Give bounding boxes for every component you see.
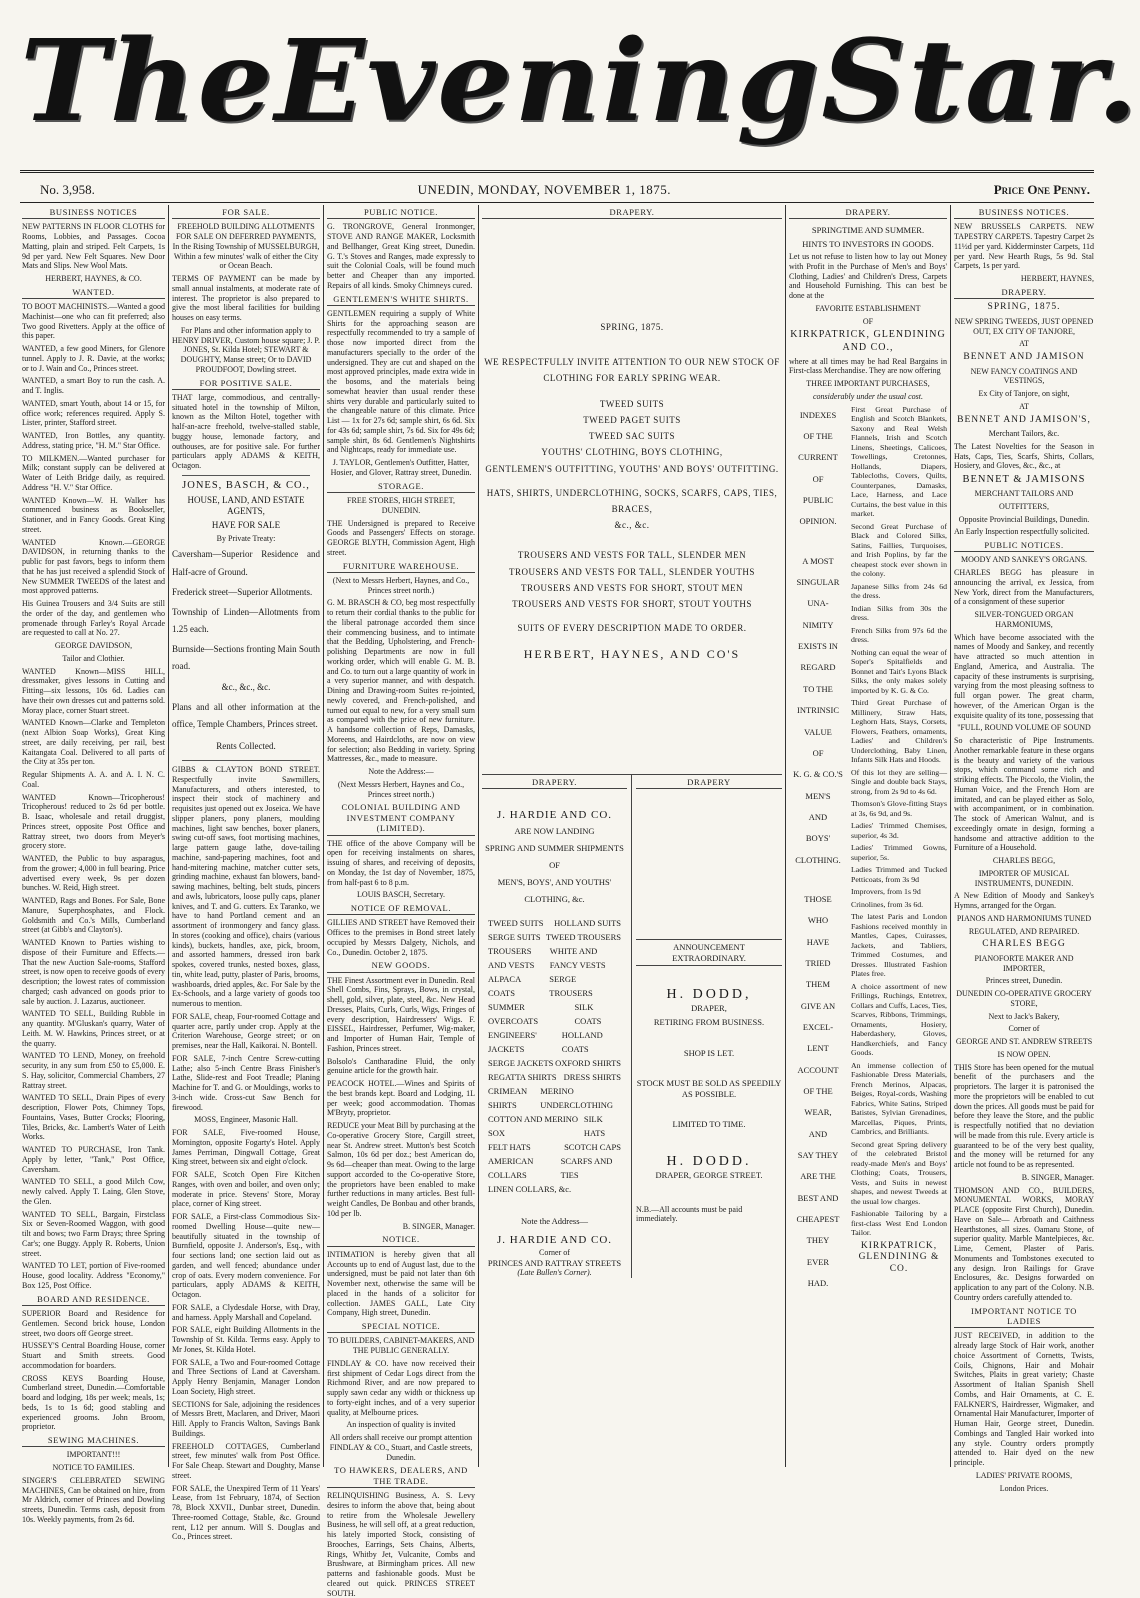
bj-text: NEW FANCY COATINGS AND VESTINGS,: [970, 366, 1078, 386]
notice-ad: G. M. BRASCH & CO, beg most respectfully to return their cordial thanks to the public for the liberal patronage accorded them since their commencing business, and to intimate that the Bedding, Upholstering, and French-polishing Departments are now in full working order, which will enable G. M. B. and Co. to turn out a large quantity of work in a very superior manner, and with despatch. Dining and Drawing-room Suites re-jointed, newly covered, and French-polished, and turned out equal to new, for a very small sum as compared with the price of new furniture. A handsome collection of Reps, Damasks, Moreens, and Hairdcloths, are now on view for selection; also Bedding in variety. Spring Mattresses, &c., made to measure.: [327, 598, 475, 764]
kg-dual: [789, 405, 947, 1301]
masthead-word-2: Evening: [274, 13, 822, 147]
divider: [182, 760, 310, 761]
notice-sub: Note the Address:—: [368, 767, 434, 777]
kg-text: where at all times may be had Real Bargains in First-class Merchandise. They are now offering: [789, 356, 947, 376]
section-heading: STORAGE.: [327, 481, 475, 493]
column-public-notice: [327, 205, 475, 1598]
ad-signature: LOUIS BASCH, Secretary.: [357, 890, 445, 900]
hardie-item-row: CRIMEAN SHIRTS MERINO UNDERCLOTHING: [488, 1085, 613, 1110]
agency-item: Caversham—Superior Residence and Half-acre of Ground.: [172, 549, 320, 577]
wanted-ad: WANTED TO SELL, a good Milch Cow, newly calved. Apply T. Laing, Glen Stove, the Glen.: [22, 1177, 165, 1206]
bj-title: BENNET & JAMISONS: [962, 474, 1086, 486]
notice-ad: REDUCE your Meat Bill by purchasing at the Co-operative Grocery Store, Cargill street, near St. Andrew street. Mutton's best Scotch Salmon, 10s 6d per doz.; best American do, 9s 6d—cheaper than meat. Owing to the large support accorded to the Co-operative Store, the proprietors have been enabled to make further reductions in many articles. Best full-weight Candles, De Bonbau and other brands, 10d per lb.: [327, 1121, 475, 1218]
drapery-line: TWEED PAGET SUITS: [583, 415, 681, 426]
drapery-sub-columns: [482, 774, 782, 1278]
drapery-line: TWEED SAC SUITS: [589, 431, 675, 442]
hardie-item-row: SUMMER OVERCOATS SILK COATS: [488, 1001, 602, 1026]
board-ad: SUPERIOR Board and Residence for Gentlemen. Second brick house, London street, two doors off George street.: [22, 1309, 165, 1338]
wanted-ad: WANTED Known—W. H. Walker has commenced business as Bookseller, Stationer, and in Fancy Goods. Great King street.: [22, 495, 165, 534]
kg-heading: SPRINGTIME AND SUMMER.: [811, 225, 925, 236]
column-business-notices-right: [954, 205, 1094, 1493]
sewing-ad: SINGER'S CELEBRATED SEWING MACHINES, Can be obtained on hire, from Mr Aldrich, corner of Princes and Dowling streets, Dunedin. Terms cash, deposit from 10s. Weekly payments, from 2s 6d.: [22, 1475, 165, 1524]
agency-etc: &c., &c., &c.: [221, 682, 271, 693]
coop-heading: IS NOW OPEN.: [997, 1049, 1051, 1059]
hardie-corner-street: PRINCES AND RATTRAY STREETS: [487, 1257, 622, 1268]
section-heading: SEWING MACHINES.: [22, 1435, 165, 1447]
section-heading: DRAPERY: [636, 777, 782, 789]
kg-fav: FAVORITE ESTABLISHMENT: [815, 303, 921, 313]
wanted-ad: WANTED Known—Tricopherous! Tricopherous! reduced to 2s 6d per bottle. B. Isaac, wholesale and retail druggist, Princes street, opposite Post Office and Rattray street, two doors from Meyer's grocery store.: [22, 792, 165, 851]
bj-text: NEW SPRING TWEEDS, JUST OPENED OUT, EX CITY OF TANJORE,: [954, 316, 1094, 336]
wanted-ad: WANTED TO SELL, Drain Pipes of every description, Flower Pots, Chimney Tops, Fountains, Vases, Butter Crocks; Flooring, Tiles, Bricks, &c. Lambert's Water of Leith Works.: [22, 1093, 165, 1142]
agency-sub: HOUSE, LAND, AND ESTATE AGENTS,: [187, 494, 305, 516]
section-heading: FOR POSITIVE SALE.: [172, 378, 320, 390]
falkner-heading: London Prices.: [999, 1483, 1049, 1493]
sale-ad: FOR SALE, 7-inch Centre Screw-cutting Lathe; also 5-inch Centre Brass Finisher's Lathe, Slide-rest and Foot Treadle; Planing Machine for T. and G. or Mouldings, works to 3-inch wide. Cross-cut Saw Bench for firewood.: [172, 1053, 320, 1112]
ad-signature: MOSS, Engineer, Masonic Hall.: [194, 1115, 298, 1125]
begg-text: So characteristic of Pipe Instruments. Another remarkable feature in these organs is the beauty and variety of the various stops, which command some rich and striking effects. The Piccolo, the Violin, the Human Voice, and the French Horn are imitated, and can be played either as Solo, with accompaniment, or in combination. The stock of American Walnut, and is exceedingly ornate in design, forming a handsome and attractive addition to the Furniture of a Household.: [954, 736, 1094, 853]
begg-heading: Princes street, Dunedin.: [985, 976, 1063, 986]
drapery-herbert-haynes: [482, 319, 782, 666]
drapery-signature: HERBERT, HAYNES, AND CO'S: [523, 647, 741, 662]
sale-ad: FOR SALE, eight Building Allotments in the Township of St. Kilda. Terms easy. Apply to Mr Jones, St. Kilda Hotel.: [172, 1325, 320, 1354]
notice-ad: THE Finest Assortment ever in Dunedin. Real Shell Combs, Fins, Sprays, Bows, in crystal, shell, gold, silver, plate, steel, &c. New Head Dresses, Plaits, Curls, Curls, Wigs, Fringes of every description, Hairdressers' Wigs. F. EISSEL, Hairdresser, Perfumer, Wig-maker, and Importer of Human Hair, Temple of Fashion, Princes street.: [327, 975, 475, 1053]
coop-text: THIS Store has been opened for the mutual benefit of the purchasers and the proprietors. The larger it is patronised the more the proprietors will be enabled to cut down the prices. All goods must be paid for before they leave the Store, and the public is respectfully notified that no deviation will be made from this rule. Every article is guaranteed to be of the very best quality, and the money will be returned for any article not found to be as represented.: [954, 1062, 1094, 1170]
notice-sub: An inspection of quality is invited: [346, 1420, 456, 1430]
hardie-item-row: LINEN COLLARS, &c.: [488, 1184, 572, 1195]
wanted-ad: WANTED, Rags and Bones. For Sale, Bone Manure, Superphosphates, and Flock. Goldsmith and Co.'s Mills, Cumberland street (at Gibb's and Clayton's).: [22, 896, 165, 935]
issue-price: Price One Penny.: [993, 182, 1090, 197]
falkner-heading: LADIES' PRIVATE ROOMS,: [975, 1470, 1073, 1480]
hardie-item-row: REGATTA SHIRTS DRESS SHIRTS: [488, 1071, 621, 1082]
sale-ad: FOR SALE, cheap, Four-roomed Cottage and quarter acre, partly under crop. Apply at the Criterion Warehouse, George street; or on premises, near the Hall, Kaikorai. N. Bontell.: [172, 1011, 320, 1051]
hardie-title: J. HARDIE AND CO.: [496, 809, 613, 822]
section-heading: PUBLIC NOTICES.: [954, 540, 1094, 552]
hardie-text: SPRING AND SUMMER SHIPMENTS: [485, 842, 624, 853]
begg-text: CHARLES BEGG has pleasure in announcing the arrival, ex Jessica, from New York, direct from the Manufacturers, of a consignment of these superior: [954, 568, 1094, 607]
kg-three: THREE IMPORTANT PURCHASES,: [806, 379, 930, 389]
hardie-item-row: COTTON AND MERINO SOX SILK HATS: [488, 1113, 606, 1138]
hardie-text: MEN'S, BOYS', AND YOUTHS': [497, 876, 612, 887]
begg-heading: SILVER-TONGUED ORGAN HARMONIUMS,: [974, 610, 1074, 629]
ad-floor-cloths: NEW PATTERNS IN FLOOR CLOTHS for Rooms, Lobbies, and Passages. Cocoa Matting, plain and striped. Felt Carpets, 1s 9d per yard. New Felt Squares. New Door Mats and Slips. New Wool Mats.: [22, 222, 165, 271]
agency-plans: Plans and all other information at the office, Temple Chambers, Princes street.: [172, 702, 320, 730]
section-heading: PUBLIC NOTICE.: [327, 207, 475, 219]
wanted-ad: WANTED TO SELL, Bargain, Firstclass Six or Seven-Roomed Waggon, with good tilt and bows; two Farm Drays; three Spring Car's; one Buggy. Apply R. Roberts, Union street.: [22, 1209, 165, 1258]
hardie-signature: J. HARDIE AND CO.: [496, 1234, 613, 1247]
bj-title: BENNET AND JAMISON'S,: [957, 414, 1091, 425]
wanted-ad: WANTED, Iron Bottles, any quantity. Address, stating price, "H. M." Star Office.: [22, 431, 165, 450]
dodd-announce: ANNOUNCEMENT EXTRAORDINARY.: [636, 939, 782, 966]
hardie-text: CLOTHING, &c.: [524, 893, 585, 904]
section-heading: IMPORTANT NOTICE TO LADIES: [954, 1306, 1094, 1329]
notice-ad: GILLIES AND STREET have Removed their Offices to the premises in Bond street lately occupied by Messrs Dalgety, Nichols, and Co., Dunedin. October 2, 1875.: [327, 918, 475, 957]
coop-heading: DUNEDIN CO-OPERATIVE GROCERY STORE,: [956, 989, 1092, 1008]
coop-text: Next to Jack's Bakery,: [988, 1011, 1060, 1021]
dodd-text: STOCK MUST BE SOLD AS SPEEDILY AS POSSIBLE.: [636, 1078, 782, 1099]
wanted-ad: WANTED Known to Parties wishing to dispose of their Furniture and Effects.—That the new Auction Sale-rooms, Stafford street, is now open to receive goods of every description; the lowest rates of commission charged; cash advanced on goods prior to sale by auction. J. Lazarus, auctioneer.: [22, 938, 165, 1006]
bj-text: The Latest Novelties for the Season in Hats, Caps, Ties, Scarfs, Shirts, Collars, Hosiery, and Gloves, &c., &c., at: [954, 441, 1094, 471]
ad-signature: B. SINGER, Manager.: [1021, 1172, 1094, 1182]
bj-text: An Early Inspection respectfully solicited.: [954, 527, 1090, 537]
masthead-word-3: Star.: [821, 13, 1140, 147]
wanted-ad: WANTED TO SELL, Building Rubble in any quantity. M'Gluskan's quarry, Water of Leith. M. W. Hawkins, Princes street, or at the quarry.: [22, 1009, 165, 1048]
sale-ad: For Plans and other information apply to HENRY DRIVER, Custom house square; J. P. JONES, St. Kilda Hotel; STEWART & DOUGHTY, Manse street; Or to DAVID PROUDFOOT, Dowling street.: [172, 325, 320, 374]
wanted-ad: WANTED TO PURCHASE, Iron Tank. Apply by letter, "Tank," Post Office, Caversham.: [22, 1145, 165, 1174]
notice-ad: INTIMATION is hereby given that all Accounts up to end of August last, due to the undersigned, must be paid not later than 6th November next, otherwise the same will be placed in the hands of a solicitor for collection. JAMES GALL, Late City Company, High street, Dunedin.: [327, 1249, 475, 1318]
section-heading: BUSINESS NOTICES: [22, 207, 165, 219]
drapery-trousers: TROUSERS AND VESTS FOR SHORT, STOUT MEN: [520, 582, 744, 593]
section-heading: TO HAWKERS, DEALERS, AND THE TRADE.: [327, 1465, 475, 1488]
section-heading: DRAPERY.: [954, 287, 1094, 299]
wanted-ad: His Guinea Trousers and 3/4 Suits are still the order of the day, and gentlemen who promenade through Farley's Royal Arcade are requested to call at No. 27.: [22, 599, 165, 638]
hardie-item-row: ENGINEERS' JACKETS HOLLAND COATS: [488, 1029, 603, 1054]
ad-signature: IMPORTER OF MUSICAL INSTRUMENTS, DUNEDIN.: [974, 868, 1074, 888]
hardie-item-row: FELT HATS SCOTCH CAPS: [488, 1141, 621, 1152]
drapery-line: &c., &c.: [614, 520, 650, 531]
sale-ad: FREEHOLD BUILDING ALLOTMENTS FOR SALE ON DEFERRED PAYMENTS, In the Rising Township of MUSSELBURGH, Within a few minutes' walk of either the City or Ocean Beach.: [172, 222, 320, 271]
wanted-ad: WANTED TO LEND, Money, on freehold security, in any sum from £50 to £5,000. E. S. Hay, solicitor, Commercial Chambers, 27 Rattray street.: [22, 1051, 165, 1090]
hardie-item-row: SERGE JACKETS OXFORD SHIRTS: [488, 1057, 621, 1068]
hardie-note: Note the Address—: [520, 1216, 589, 1227]
bj-text: OUTFITTERS,: [999, 501, 1049, 511]
hardie-item-row: ALPACA COATS SERGE TROUSERS: [488, 973, 593, 998]
notice-heading: IMPORTANT!!!: [66, 1450, 121, 1460]
ad-signature: CHARLES BEGG,: [992, 856, 1056, 866]
agency-item: Township of Linden—Allotments from 1.25 each.: [172, 606, 320, 634]
notice-heading: FREE STORES, HIGH STREET, DUNEDIN.: [347, 496, 455, 515]
notice-ad: G. TRONGROVE, General Ironmonger, STOVE AND RANGE MAKER, Locksmith and Bellhanger, Great King street, Dunedin. G. T.'s Stoves and Ranges, made expressly to suit the Colonial Coals, will be found much better and Cheaper than any imported. Repairs of all kinds. Smoky Chimneys cured.: [327, 222, 475, 290]
wanted-ad: WANTED TO LET, portion of Five-roomed House, good locality. Address "Economy," Box 125, Post Office.: [22, 1261, 165, 1290]
column-drapery-kg: [789, 205, 947, 1467]
kg-right-text: First Great Purchase of English and Scotch Blankets, Saxony and Real Welsh Flannels, Irish and Scotch Linens, Sheetings, Calicoes, Towellings, Cretonnes, Hollands, Diapers, Tablecloths, Covers, Quilts, Counterpanes, Damasks, Lace, Harness, and Lace Curtains, the best value in this market. Second Great Purchase of Black and Colored Silks, Satins, Faillies, Turquoises, and Irish Poplins, by far the cheapest stock ever shown in the colony. Japanese Silks from 24s 6d the dress. Indian Silks from 30s the dress. French Silks from 97s 6d the dress. Nothing can equal the wear of Soper's Spitalfields and Bonnet and Tait's Lyons Black Silks, the only makes solely imported by K. G. & Co. Third Great Purchase of Millinery, Straw Hats, Leghorn Hats, Stays, Corsets, Flowers, Feathers, ornaments, Ladies' and Children's Underclothing, Baby Linen, Infants Silk Hats and Hoods. Of this lot they are selling—Single and double back Stays, strong, from 2s 9d to 4s 6d. Thomson's Glove-fitting Stays at 3s, 6s 9d, and 9s. Ladies' Trimmed Chemises, superior, 4s 3d. Ladies' Trimmed Gowns, superior, 5s. Ladies Trimmed and Tucked Petticoats, from 3s 9d Improvers, from 1s 9d Crinolines, from 3s 6d. The latest Paris and London Fashions received monthly in Mantles, Capes, Cuirasses, Jackets, and Tabliers, Trimmed Costumes, and Dresses. Illustrated Fashion Plates free. A choice assortment of new Frillings, Ruchings, Entetrex, Collars and Cuffs, Laces, Ties, Scarves, Ribbons, Trimmings, Ornaments, Hosiery, Haberdashery, Gloves, Handkerchiefs, and Fancy Goods. An immense collection of Fashionable Dress Materials, French Merinos, Alpacas, Beiges, Royal-cords, Washing Fabrics, White Satins, Striped Batistes, Sylvian Grenadines, Marcellas, Piques, Prints, Cambrics, and Brilliants. Second great Spring delivery of the celebrated Bristol ready-made Men's and Boys' Clothing; Coats, Trousers, Vests, and Suits in newest shapes, and newest Tweeds at the usual low charges. Fashionable Tailoring by a first-class West End London Tailor. KIRKPATRICK, GLENDINING & CO.: [851, 404, 947, 1274]
sale-ad: TERMS OF PAYMENT can be made by small annual instalments, at moderate rate of interest. The proprietor is also prepared to give the most liberal facilities for building houses on easy terms.: [172, 274, 320, 323]
wanted-ad: WANTED, a smart Boy to run the cash. A. and T. Inglis.: [22, 376, 165, 396]
dateline: [40, 180, 1090, 200]
bj-title: BENNET AND JAMISON: [963, 352, 1085, 363]
sale-ad: FOR SALE, a Clydesdale Horse, with Dray, and harness. Apply Marshall and Copeland.: [172, 1302, 320, 1322]
wanted-ad: WANTED Known—Clarke and Templeton (next Albion Soap Works), Great King street, are daily receiving, per rail, best Kaitangata Coal. Delivered to all parts of the City at 35s per ton.: [22, 718, 165, 767]
column-divider: [323, 205, 324, 1467]
drapery-trousers: TROUSERS AND VESTS FOR SHORT, STOUT YOUTHS: [512, 598, 752, 609]
column-divider: [168, 205, 169, 1467]
masthead-rule-top-2: [20, 172, 1094, 173]
notice-ad: THE office of the above Company will be open for receiving instalments on shares, issuing of shares, and receiving of deposits, on Monday, the 1st day of November, 1875, from half-past 6 to 8 p.m.: [327, 838, 475, 887]
carpet-ad: NEW BRUSSELS CARPETS. NEW TAPESTRY CARPETS. Tapestry Carpet 2s 11½d per yard. Kidderminster Carpets, 11d per yard. New Hearth Rugs, 5s 9d. Stal Carpets, 1s per yard.: [954, 222, 1094, 271]
kg-of: OF: [862, 316, 874, 326]
coop-heading: GEORGE AND ST. ANDREW STREETS: [955, 1037, 1093, 1047]
notice-ad: Bolsolo's Cantharadine Fluid, the only genuine article for the growth hair.: [327, 1056, 475, 1076]
ad-signature: Tailor and Clothier.: [62, 653, 125, 663]
dodd-text: RETIRING FROM BUSINESS.: [653, 1017, 765, 1028]
ad-signature: J. TAYLOR, Gentlemen's Outfitter, Hatter, Hosier, and Glover, Rattray street, Dunedin.: [330, 458, 472, 477]
column-divider: [478, 205, 479, 1467]
begg-text: A New Edition of Moody and Sankey's Hymns, arranged for the Organ.: [954, 891, 1094, 911]
notice-heading: NOTICE TO FAMILIES.: [52, 1463, 135, 1473]
drapery-line: YOUTHS' CLOTHING, BOYS CLOTHING,: [541, 447, 723, 458]
dodd-text: DRAPER,: [691, 1003, 727, 1014]
drapery-trousers: TROUSERS AND VESTS FOR TALL, SLENDER YOUTHS: [509, 566, 755, 577]
thomson-text: THOMSON AND CO., BUILDERS, MONUMENTAL WORKS, MORAY PLACE (opposite First Church), Dunedin. Have on Sale— Arbroath and Caithness Hearthstones, all sizes. Oamaru Stone, of superior quality. Marble Mantelpieces, &c. Lime, Cement, Plaster of Paris. Monuments and Tombstones executed to any design. Iron Railings for Grave Enclosures, &c. Designs forwarded on application to any part of the Colony. N.B. Country orders carefully attended to.: [954, 1185, 1094, 1302]
masthead: [20, 10, 1140, 150]
agency-private: By Private Treaty:: [216, 533, 276, 543]
drapery-line: TWEED SUITS: [599, 398, 665, 409]
notice-sub: (Next to Messrs Herbert, Haynes, and Co., Princes street north.): [332, 575, 470, 595]
issue-number: No. 3,958.: [40, 182, 95, 197]
begg-title: CHARLES BEGG: [982, 939, 1066, 950]
section-heading: BOARD AND RESIDENCE.: [22, 1294, 165, 1306]
section-heading: WANTED.: [22, 287, 165, 299]
divider: [182, 475, 310, 476]
dodd-title: H. DODD,: [666, 987, 752, 1003]
column-drapery-main: [482, 205, 782, 1467]
kg-title: KIRKPATRICK, GLENDINING AND CO.,: [790, 329, 946, 353]
kg-heading: HINTS TO INVESTORS IN GOODS.: [802, 238, 934, 249]
notice-sub: All orders shall receive our prompt attention FINDLAY & CO., Stuart, and Castle streets, Dunedin.: [329, 1433, 473, 1462]
kg-intro: Let us not refuse to listen how to lay out Money with Profit in the Purchase of Men's and Boys' Clothing, Ladies' and Children's Dress, Carpets and Household Furnishing. This can best be done at the: [789, 252, 947, 301]
bj-text: AT: [1019, 401, 1029, 411]
drapery-hardie: [482, 775, 632, 1278]
wanted-ad: TO BOOT MACHINISTS.—Wanted a good Machinist—one who can fit preferred; also Two good Rivetters. Apply at the office of this paper.: [22, 302, 165, 341]
hardie-item-row: AMERICAN COLLARS SCARFS AND TIES: [488, 1155, 613, 1180]
agency-item: Frederick street—Superior Allotments.: [172, 586, 313, 597]
hardie-text: ARE NOW LANDING: [514, 825, 595, 836]
section-heading: BUSINESS NOTICES.: [954, 207, 1094, 219]
section-heading: FURNITURE WAREHOUSE.: [327, 561, 475, 573]
dateline-rule: [20, 202, 1094, 203]
bj-text: AT: [1019, 339, 1029, 349]
drapery-dodd: [632, 775, 782, 1278]
agency-item: Burnside—Sections fronting Main South road.: [172, 643, 320, 671]
column-divider: [950, 205, 951, 1467]
drapery-intro: CLOTHING FOR EARLY SPRING WEAR.: [543, 372, 721, 383]
agency-title: JONES, BASCH, & CO.,: [182, 479, 310, 491]
wanted-ad: WANTED Known—MISS HILL, dressmaker, gives lessons in Cutting and Fitting—six lessons, 10s 6d. Ladies can have their own dresses cut and patterns sold. Moray place, corner Stuart street.: [22, 666, 165, 715]
section-heading: NOTICE.: [327, 1234, 475, 1246]
section-heading: GENTLEMEN'S WHITE SHIRTS.: [327, 294, 475, 306]
board-ad: CROSS KEYS Boarding House, Cumberland street, Dunedin.—Comfortable board and lodging, 18s per week; meals, 1s; beds, 1s to 1s 6d; good stabling and experienced grooms. John Broom, proprietor.: [22, 1373, 165, 1432]
section-heading: NOTICE OF REMOVAL.: [327, 903, 475, 915]
drapery-suits: SUITS OF EVERY DESCRIPTION MADE TO ORDER.: [517, 623, 747, 634]
dodd-title: H. DODD.: [666, 1154, 752, 1170]
begg-heading: PIANOFORTE MAKER AND IMPORTER,: [974, 953, 1074, 973]
kg-three-sub: considerably under the usual cost.: [813, 391, 923, 401]
bj-text: SPRING, 1875.: [987, 302, 1061, 313]
hardie-corner: Corner of: [539, 1247, 570, 1257]
sale-ad: FOR SALE, a Two and Four-roomed Cottage and Three Sections of Land at Caversham. Apply Henry Benjamin, Manager London Loan Society, High street.: [172, 1357, 320, 1396]
notice-sub: (Next Messrs Herbert, Haynes and Co., Princes street north.): [337, 779, 465, 799]
masthead-rule-top: [20, 170, 1094, 171]
sale-ad: FOR SALE, the Unexpired Term of 11 Years' Lease, from 1st February, 1874, of Section 78, Block XXVII., Dunbar street, Dunedin. Three-roomed Cottage, Stable, &c. Ground rent, L12 per annum. Will S. Douglas and Co., Princes street.: [172, 1483, 320, 1542]
notice-ad: PEACOCK HOTEL.—Wines and Spirits of the best brands kept. Board and Lodging, 1L per week; good accommodation. Thomas M'Bryty, proprietor.: [327, 1079, 475, 1118]
ad-signature: HERBERT, HAYNES,: [1020, 274, 1094, 284]
begg-heading: "FULL, ROUND VOLUME OF SOUND: [957, 723, 1091, 733]
hardie-item-row: TROUSERS AND VESTS WHITE AND FANCY VESTS: [488, 945, 606, 970]
notice-ad: RELINQUISHING Business, A. S. Levy desires to inform the above that, being about to retire from the Wholesale Jewellery Business, he will sell off, at a great reduction, his lately imported Stock, consisting of Brooches, Earrings, Sets Chains, Alberts, Rings, Whitby Jet, Vulcanite, Combs and Brushware, at Birmingham prices. All new patterns and fashionable goods. Must be cleared out quick. PRINCES STREET SOUTH.: [327, 1491, 475, 1598]
drapery-intro: WE RESPECTFULLY INVITE ATTENTION TO OUR NEW STOCK OF: [484, 356, 780, 367]
section-heading: DRAPERY.: [789, 207, 947, 219]
dodd-text: SHOP IS LET.: [683, 1047, 735, 1058]
drapery-line: HATS, SHIRTS, UNDERCLOTHING, SOCKS, SCARFS, CAPS, TIES, BRACES,: [486, 487, 778, 515]
notice-ad: THE Undersigned is prepared to Receive Goods and Passengers' Effects on storage. GEORGE BLYTH, Commission Agent, High street.: [327, 518, 475, 557]
sale-ad: FOR SALE, Scotch Open Fire Kitchen Ranges, with oven and boiler, and oven only; moderate in price. Stevens' Store, Moray place, corner of King street.: [172, 1170, 320, 1209]
begg-heading: MOODY AND SANKEY'S ORGANS.: [960, 555, 1088, 565]
ad-signature: B. SINGER, Manager.: [402, 1221, 475, 1231]
sale-ad: GIBBS & CLAYTON BOND STREET. Respectfully invite Sawmillers, Manufacturers, and others interested, to inspect their stock of machinery and requisites just opened out ex Joseica. We have slipper planers, pony planers, moulding machines, light saw benches, boxer planers, swing cut-off saws, foot mortising machines, large pattern gauge lathe, dove-tailing machine, sand-papering machines, foot and hand-mitering machine, matcher cutter sets, grinding machine, exhaust fan blowers, band-sawing machines, belting, belt studs, pincers and awls, lubricators, loose pully caps, planer knives, and T. and G. cutters. Ex Taranko, we have to hand Portland cement and an assortment of ironmongery and fancy glass. In stores (cooking and office), chairs (various kinds), buckets, handles, axe, pick, broom, and assorted hammers, dressed iron bark spokes, covered trunks, nested boxes, glass, tin, white lead, putty, plaster of Paris, brooms, washboards, dried apples, &c. For Sale by the Ex-Schools, and a large variety of goods too numerous to mention.: [172, 765, 320, 1009]
falkner-text: JUST RECEIVED, in addition to the already large Stock of Hair work, another choice Assortment of Cornetts, Twists, Coils, Chignons, Hair and Mohair Switches, Plaits in great variety; Chaste Assortment of Italian Spanish Shell Combs, and Hair Ornaments, at C. E. FALKNER'S, Hairdresser, Wigmaker, and Ornamental Hair Manufacturer, Importer of Human Hair, George street, Dunedin. Combings and Tangled Hair worked into any style. Country orders promptly attended to. Hair dyed on the new principle.: [954, 1331, 1094, 1468]
begg-heading: PIANOS AND HARMONIUMS TUNED: [956, 913, 1092, 923]
sale-ad: FOR SALE, Five-roomed House, Mornington, opposite Fogarty's Hotel. Apply James Perriman, Dingwall Cottage, Great King street, between six and eight o'clock.: [172, 1128, 320, 1167]
sale-ad: SECTIONS for Sale, adjoining the residences of Messrs Brett, Maclaren, and Driver, Maori Hill. Apply to Francis Walton, Savings Bank Buildings.: [172, 1399, 320, 1438]
begg-text: Which have become associated with the names of Moody and Sankey, and recently have attracted so much attention in England, America, and Australia. The capacity of these instruments is surprising, varying from the most pleasing softness to full organ power. The great charm, however, of the American Organ is the exquisite quality of its tone, possessing that: [954, 632, 1094, 720]
drapery-trousers: TROUSERS AND VESTS FOR TALL, SLENDER MEN: [517, 550, 747, 561]
agency-have: HAVE FOR SALE: [211, 519, 281, 530]
masthead-word-1: The: [20, 13, 275, 147]
wanted-ad: WANTED, the Public to buy asparagus, from the grower; 4,000 in full bearing. Price advertised every week, 9s per dozen bunches. W. Reid, High street.: [22, 854, 165, 893]
hardie-late: (Late Bullen's Corner).: [517, 1267, 592, 1277]
notice-ad: GENTLEMEN requiring a supply of White Shirts for the approaching season are respectfully recommended to try a sample of those now imported direct from the manufacturers specially to the order of the undersigned. They are cut and shaped on the most approved principles, made extra wide in the bosoms, and the materials being somewhat heavier than usual render these shirts very durable and particularly suited to the changeable nature of this climate. Price List — 1x for 27s 6d; sample shirt, 6s 6d. Six for 43s 6d; sample shirt, 7s 6d. Six for 49s 6d; sample shirt, 8s 6d. Gentlemen's Nightshirts and Nightcaps, ready for immediate use.: [327, 308, 475, 455]
hardie-items: [482, 916, 627, 1196]
column-business-notices: [22, 205, 165, 1524]
board-ad: HUSSEY'S Central Boarding House, corner Stuart and Smith streets. Good accommodation for boarders.: [22, 1341, 165, 1370]
notice-sub: TO BUILDERS, CABINET-MAKERS, AND THE PUBLIC GENERALLY.: [327, 1336, 475, 1356]
hardie-item-row: TWEED SUITS HOLLAND SUITS: [488, 917, 621, 928]
kg-signature: KIRKPATRICK, GLENDINING & CO.: [858, 1240, 940, 1274]
column-for-sale: [172, 205, 320, 1542]
dodd-note: N.B.—All accounts must be paid immediately.: [636, 1204, 743, 1224]
wanted-ad: Regular Shipments A. A. and A. I. N. C. Coal.: [22, 770, 165, 789]
drapery-line: GENTLEMEN'S OUTFITTING, YOUTHS' AND BOYS' OUTFITTING.: [485, 463, 779, 474]
drapery-spring: SPRING, 1875.: [600, 322, 664, 333]
begg-heading: REGULATED, AND REPAIRED.: [968, 926, 1080, 936]
ad-signature: HERBERT, HAYNES, & CO.: [45, 274, 142, 284]
section-heading: COLONIAL BUILDING AND INVESTMENT COMPANY (LIMITED).: [327, 802, 475, 835]
issue-date: UNEDIN, MONDAY, NOVEMBER 1, 1875.: [417, 182, 672, 197]
section-heading: NEW GOODS.: [327, 960, 475, 972]
sale-ad: FREEHOLD COTTAGES, Cumberland street, few minutes' walk from Post Office. For Sale Cheap. Stewart and Doughty, Manse street.: [172, 1441, 320, 1480]
column-divider: [785, 205, 786, 1467]
notice-ad: FINDLAY & CO. have now received their first shipment of Cedar Logs direct from the Richmond River, and are now prepared to supply sawn cedar any width or thickness up to forty-eight inches, and of a very superior quality, at Melbourne prices.: [327, 1358, 475, 1417]
wanted-ad: TO MILKMEN.—Wanted purchaser for Milk; constant supply can be delivered at Water of Leith Bridge daily, as required. Address "H. V." Star Office.: [22, 453, 165, 492]
dodd-text: LIMITED TO TIME.: [672, 1118, 746, 1129]
kg-left-words: INDEXES OF THE CURRENT OF PUBLIC OPINION. A MOST SINGULAR UNA- NIMITY EXISTS IN REGARD TO THE INTRINSIC VALUE OF K. G. & CO.'S MEN'S AND BOYS' CLOTHING. THOSE WHO HAVE TRIED THEM GIVE AN EXCEL- LENT ACCOUNT OF THE WEAR, AND SAY THEY ARE THE BEST AND CHEAPEST THEY EVER HAD.: [793, 409, 843, 1289]
section-heading: FOR SALE.: [172, 207, 320, 219]
wanted-ad: WANTED, smart Youth, about 14 or 15, for office work; references required. Apply S. Lister, printer, Stafford street.: [22, 398, 165, 428]
dodd-text: DRAPER, GEORGE STREET.: [655, 1170, 763, 1181]
wanted-ad: WANTED, a few good Miners, for Glenore tunnel. Apply to J. R. Davie, at the works; or to J. Wain and Co., Princes street.: [22, 344, 165, 373]
bj-text: Opposite Provincial Buildings, Dunedin.: [958, 514, 1090, 524]
ad-signature: GEORGE DAVIDSON,: [54, 641, 133, 651]
section-heading: SPECIAL NOTICE.: [327, 1321, 475, 1333]
section-heading: DRAPERY.: [482, 207, 782, 219]
section-heading: DRAPERY.: [482, 777, 627, 789]
hardie-text: OF: [549, 859, 560, 870]
sale-ad: FOR SALE, a First-class Commodious Six-roomed Dwelling House—quite new—beautifully situated in the township of Burnfield, opposite J. Anderson's, Esq., with four sections land; one section laid out as garden, and well fenced; abundance under crop of oats. Every modern convenience. For particulars, apply ADAMS & KEITH, Octagon.: [172, 1212, 320, 1300]
sale-ad: THAT large, commodious, and centrally-situated hotel in the township of Milton, known as the Milton Hotel, together with half-an-acre freehold, twelve-stalled stable, buggy house, lemonade factory, and outhouses, are for positive sale. For further particulars apply ADAMS & KEITH, Octagon.: [172, 392, 320, 471]
hardie-item-row: SERGE SUITS TWEED TROUSERS: [488, 931, 621, 942]
coop-text: Corner of: [1008, 1024, 1040, 1034]
agency-rents: Rents Collected.: [216, 741, 276, 752]
wanted-ad: WANTED Known.—GEORGE DAVIDSON, in returning thanks to the public for past favors, begs to inform them that he has just received a splendid Stock of New SUMMER TWEEDS of the latest and most approved patterns.: [22, 537, 165, 596]
bj-text: MERCHANT TAILORS AND: [974, 489, 1074, 498]
bj-text: Ex City of Tanjore, on sight,: [978, 389, 1070, 399]
bj-text: Merchant Tailors, &c.: [988, 429, 1060, 439]
